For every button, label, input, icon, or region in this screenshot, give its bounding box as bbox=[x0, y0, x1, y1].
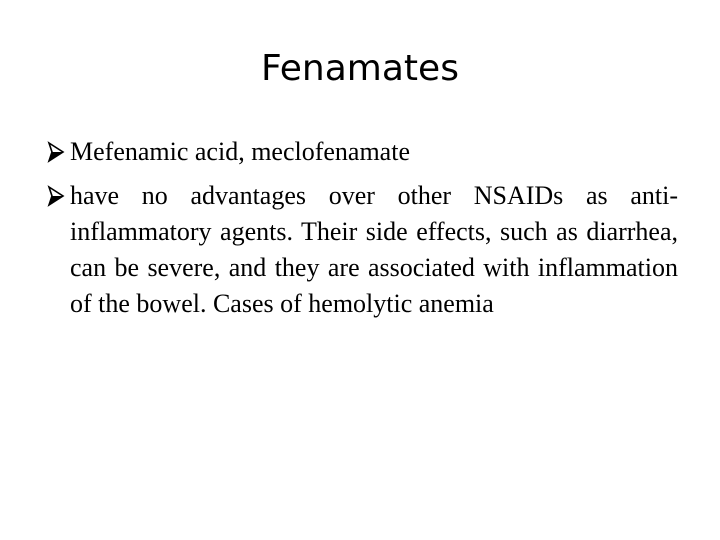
arrowhead-bullet-icon bbox=[46, 178, 68, 214]
bullet-item bbox=[46, 178, 678, 322]
bullet-item bbox=[46, 134, 678, 170]
bullet-list bbox=[46, 134, 678, 330]
slide-title: Fenamates bbox=[261, 48, 459, 89]
bullet-text: Mefenamic acid, meclofenamate bbox=[70, 137, 410, 166]
bullet-text: have no advantages over other NSAIDs as anti-inflammatory agents. Their side effects, such as diarrhea, can be severe, and they are associated with inflammation of the bowel. Cases of hemolytic anemia bbox=[70, 181, 678, 318]
arrowhead-bullet-icon bbox=[46, 134, 68, 170]
